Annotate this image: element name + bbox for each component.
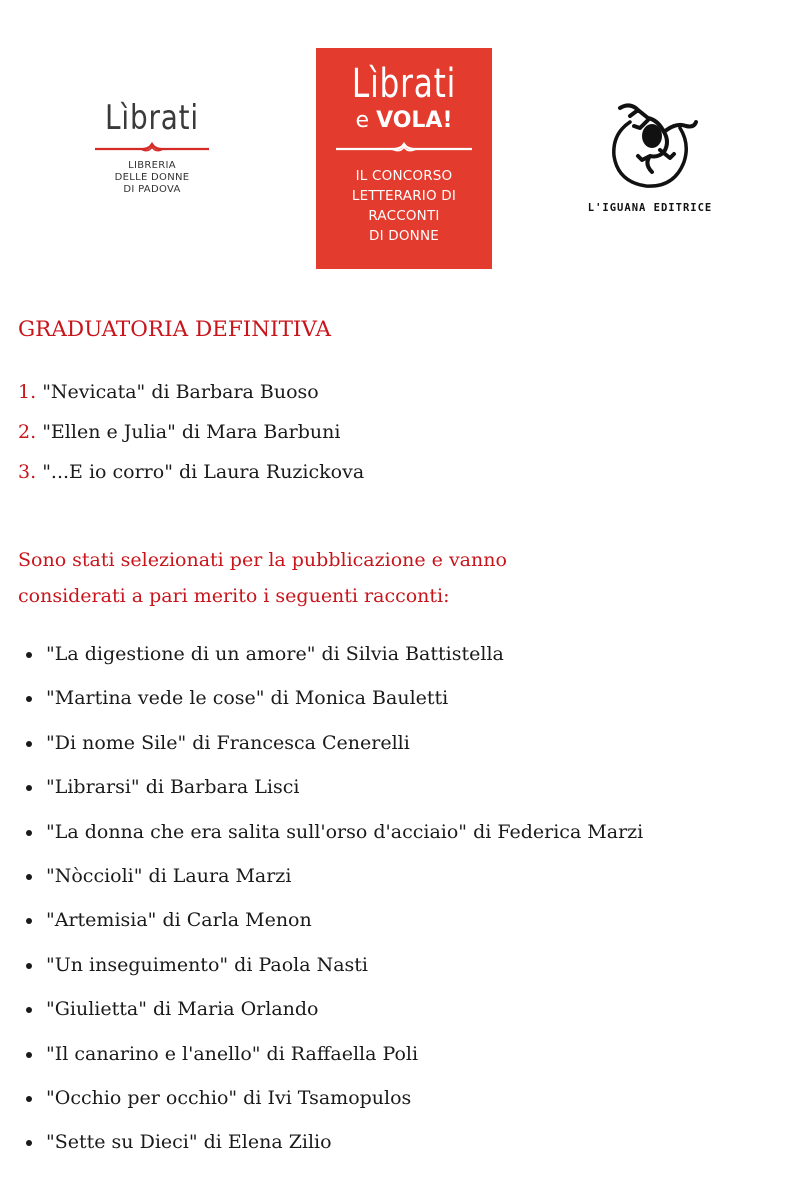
libreria-subtitle [92, 160, 212, 196]
ranking-item [18, 372, 788, 412]
list-item-text: "Sette su Dieci" di Elena Zilio [46, 1131, 332, 1154]
subtitle-line: DELLE DONNE [114, 172, 190, 183]
list-item [18, 721, 788, 765]
ranking-title: "...E io corro" di Laura Ruzickova [42, 461, 365, 483]
subtitle-line: DI PADOVA [123, 184, 181, 195]
bullet-icon [26, 785, 32, 791]
description-line: IL CONCORSO [355, 168, 453, 184]
list-item-text: "Occhio per occhio" di Ivi Tsamopulos [46, 1087, 412, 1110]
bullet-icon [26, 741, 32, 747]
results-section [18, 312, 788, 1165]
list-item [18, 632, 788, 676]
list-item-text: "Artemisia" di Carla Menon [46, 909, 312, 932]
bullet-icon [26, 918, 32, 924]
ranking-item [18, 412, 788, 452]
ranking-item [18, 452, 788, 492]
concorso-description [316, 166, 492, 246]
list-item [18, 854, 788, 898]
ranking-number: 2. [18, 421, 37, 443]
subtitle-line: LIBRERIA [128, 160, 176, 171]
iguana-caption: L'IGUANA EDITRICE [587, 202, 713, 214]
ranking-number: 1. [18, 381, 37, 403]
open-book-icon [93, 140, 211, 154]
list-item [18, 943, 788, 987]
list-item [18, 810, 788, 854]
concorso-wordmark: Lìbrati [351, 61, 457, 107]
ranking-heading: GRADUATORIA DEFINITIVA [18, 317, 332, 342]
list-item [18, 1076, 788, 1120]
list-item-text: "Il canarino e l'anello" di Raffaella Poli [46, 1042, 419, 1065]
tagline-prefix: e [355, 108, 370, 133]
intro-line: considerati a pari merito i seguenti racconti: [18, 585, 450, 607]
ranking-title: "Nevicata" di Barbara Buoso [42, 381, 319, 403]
list-item [18, 898, 788, 942]
list-item [18, 987, 788, 1031]
bullet-icon [26, 874, 32, 880]
libreria-wordmark: Lìbrati [105, 98, 199, 138]
selection-intro [18, 542, 788, 614]
ranking-number: 3. [18, 461, 37, 483]
iguana-logo [570, 98, 730, 214]
list-item-text: "Librarsi" di Barbara Lisci [46, 776, 300, 799]
bullet-icon [26, 652, 32, 658]
open-book-icon [334, 140, 474, 154]
list-item-text: "Martina vede le cose" di Monica Bauletti [46, 687, 449, 710]
bullet-icon [26, 1096, 32, 1102]
list-item [18, 676, 788, 720]
intro-line: Sono stati selezionati per la pubblicazione e vanno [18, 549, 507, 571]
concorso-tagline [316, 108, 492, 134]
selection-list [18, 632, 788, 1165]
iguana-icon [600, 98, 700, 194]
list-item-text: "La digestione di un amore" di Silvia Battistella [46, 643, 504, 665]
bullet-icon [26, 830, 32, 836]
list-item-text: "Di nome Sile" di Francesca Cenerelli [46, 731, 410, 754]
list-item-text: "Un inseguimento" di Paola Nasti [46, 953, 368, 976]
bullet-icon [26, 963, 32, 969]
description-line: DI DONNE [368, 228, 440, 244]
description-line: RACCONTI [368, 208, 440, 224]
description-line: LETTERARIO DI [351, 188, 457, 204]
concorso-logo [316, 48, 492, 269]
list-item-text: "La donna che era salita sull'orso d'acciaio" di Federica Marzi [46, 820, 644, 843]
list-item-text: "Giulietta" di Maria Orlando [46, 998, 319, 1021]
tagline-emphasis: VOLA! [376, 108, 453, 133]
list-item [18, 1032, 788, 1076]
list-item [18, 765, 788, 809]
libreria-logo [92, 98, 212, 196]
bullet-icon [26, 1140, 32, 1146]
bullet-icon [26, 696, 32, 702]
list-item [18, 1120, 788, 1164]
ranking-list [18, 372, 788, 492]
ranking-title: "Ellen e Julia" di Mara Barbuni [42, 421, 341, 443]
bullet-icon [26, 1052, 32, 1058]
list-item-text: "Nòccioli" di Laura Marzi [46, 865, 292, 888]
bullet-icon [26, 1007, 32, 1013]
